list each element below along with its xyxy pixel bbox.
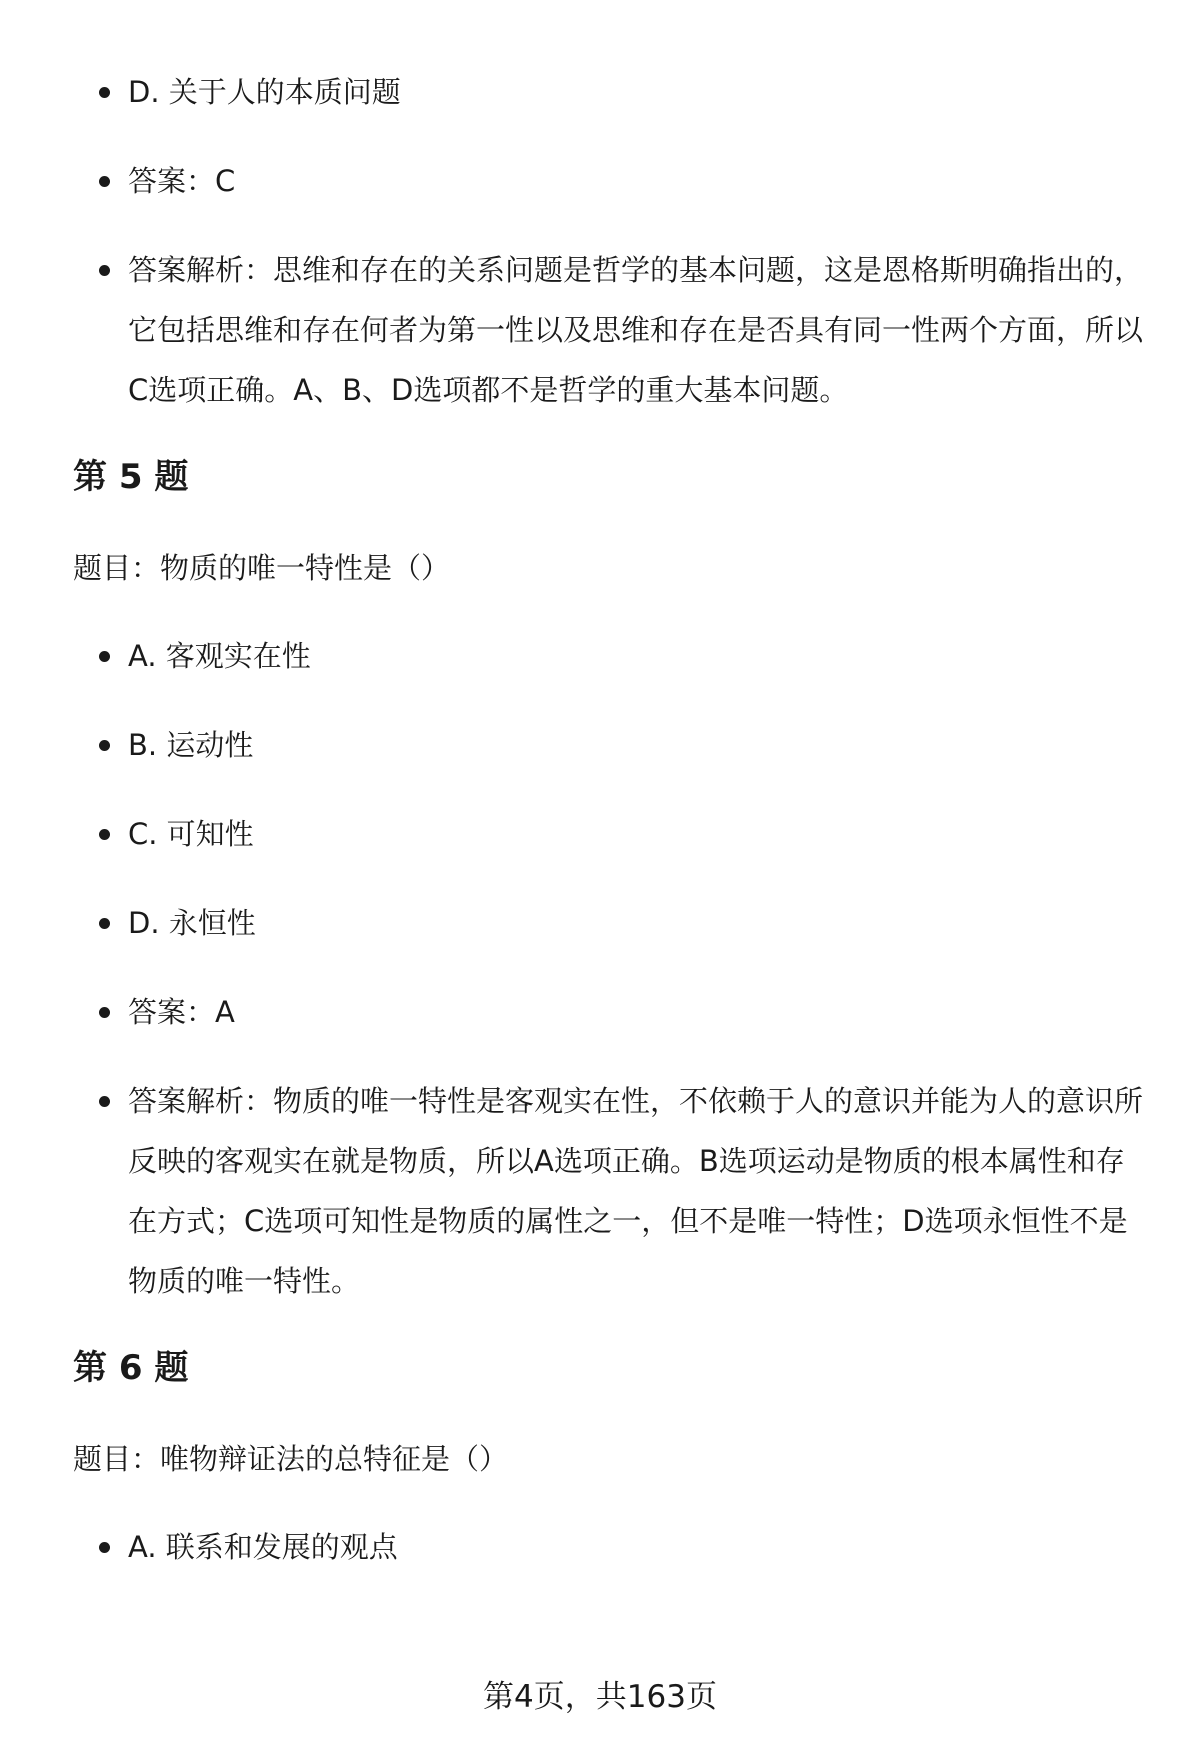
option-a-text: A. 客观实在性 bbox=[128, 639, 311, 673]
bullet-icon bbox=[99, 176, 110, 187]
bullet-icon bbox=[99, 1542, 110, 1553]
list-item bbox=[73, 62, 1153, 122]
bullet-icon bbox=[99, 918, 110, 929]
list-item bbox=[73, 240, 1153, 420]
prev-question-options bbox=[73, 62, 1153, 420]
answer-text: 答案：C bbox=[128, 164, 236, 198]
bullet-icon bbox=[99, 829, 110, 840]
bullet-icon bbox=[99, 1007, 110, 1018]
option-d-text: D. 永恒性 bbox=[128, 906, 256, 940]
list-item bbox=[73, 804, 1153, 864]
question-options bbox=[73, 1517, 1153, 1577]
bullet-icon bbox=[99, 651, 110, 662]
explanation-text: 答案解析：思维和存在的关系问题是哲学的基本问题，这是恩格斯明确指出的，它包括思维和存在何者为第一性以及思维和存在是否具有同一性两个方面，所以C选项正确。A、B、D选项都不是哲学的重大基本问题。 bbox=[128, 253, 1144, 407]
bullet-icon bbox=[99, 740, 110, 751]
question-heading: 第 6 题 bbox=[73, 1348, 189, 1388]
page-number-footer: 第4页，共163页 bbox=[483, 1679, 717, 1715]
option-b-text: B. 运动性 bbox=[128, 728, 254, 762]
option-d-text: D. 关于人的本质问题 bbox=[128, 75, 401, 109]
option-a-text: A. 联系和发展的观点 bbox=[128, 1530, 398, 1564]
question-stem: 题目：唯物辩证法的总特征是（） bbox=[73, 1442, 509, 1476]
list-item bbox=[73, 715, 1153, 775]
option-c-text: C. 可知性 bbox=[128, 817, 254, 851]
list-item bbox=[73, 626, 1153, 686]
list-item bbox=[73, 893, 1153, 953]
explanation-text: 答案解析：物质的唯一特性是客观实在性，不依赖于人的意识并能为人的意识所反映的客观实在就是物质，所以A选项正确。B选项运动是物质的根本属性和存在方式；C选项可知性是物质的属性之一，但不是唯一特性；D选项永恒性不是物质的唯一特性。 bbox=[128, 1084, 1144, 1298]
bullet-icon bbox=[99, 87, 110, 98]
list-item bbox=[73, 1071, 1153, 1311]
bullet-icon bbox=[99, 265, 110, 276]
question-heading: 第 5 题 bbox=[73, 457, 189, 497]
list-item bbox=[73, 151, 1153, 211]
question-options bbox=[73, 626, 1153, 1311]
bullet-icon bbox=[99, 1096, 110, 1107]
list-item bbox=[73, 1517, 1153, 1577]
question-stem: 题目：物质的唯一特性是（） bbox=[73, 551, 451, 585]
answer-text: 答案：A bbox=[128, 995, 235, 1029]
page-content bbox=[73, 62, 1153, 1606]
list-item bbox=[73, 982, 1153, 1042]
